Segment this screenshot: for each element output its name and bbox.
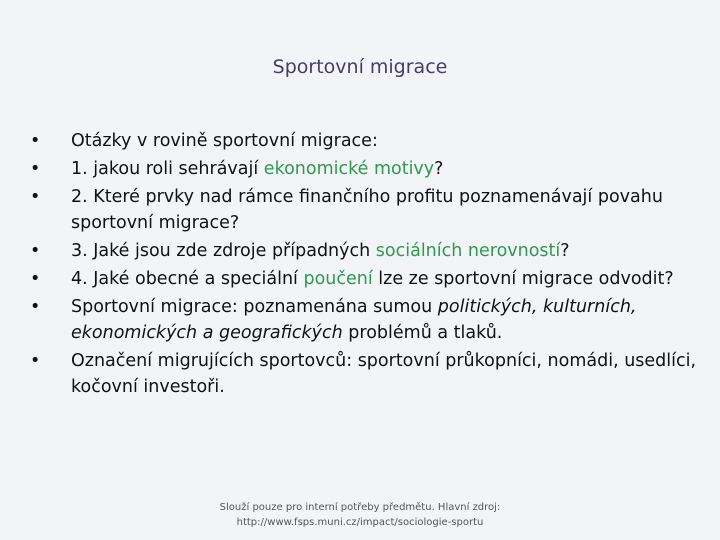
- bullet-item: • Označení migrujících sportovců: sportovní průkopníci, nomádi, usedlíci, kočovní investoři.: [30, 348, 700, 400]
- highlight-text: poučení: [303, 269, 373, 289]
- bullet-item: • Otázky v rovině sportovní migrace:: [30, 128, 700, 154]
- bullet-dot-icon: •: [30, 159, 41, 179]
- bullet-item: • 2. Které prvky nad rámce finančního profitu poznamenávají povahu sportovní migrace?: [30, 184, 700, 236]
- bullet-item: • 4. Jaké obecné a speciální poučení lze ze sportovní migrace odvodit?: [30, 266, 700, 292]
- bullet-item: • 3. Jaké jsou zde zdroje případných sociálních nerovností?: [30, 238, 700, 264]
- footer-note: [0, 500, 720, 530]
- bullet-item: • Sportovní migrace: poznamenána sumou politických, kulturních, ekonomických a geografických problémů a tlaků.: [30, 294, 700, 346]
- bullet-dot-icon: •: [30, 269, 41, 289]
- highlight-text: sociálních nerovností: [375, 241, 561, 261]
- bullet-dot-icon: •: [30, 351, 41, 371]
- bullet-dot-icon: •: [30, 297, 41, 317]
- footer-source-url: http://www.fsps.muni.cz/impact/sociologie-sportu: [236, 517, 484, 528]
- italic-text: politických, kulturních, ekonomických a geografických: [71, 297, 637, 343]
- bullet-dot-icon: •: [30, 131, 41, 151]
- footer-line: Slouží pouze pro interní potřeby předmětu. Hlavní zdroj:: [219, 502, 501, 513]
- slide-title: Sportovní migrace: [272, 56, 448, 78]
- highlight-text: ekonomické motivy: [263, 159, 435, 179]
- bullet-dot-icon: •: [30, 187, 41, 207]
- bullet-list: [30, 128, 700, 402]
- bullet-dot-icon: •: [30, 241, 41, 261]
- bullet-item: • 1. jakou roli sehrávají ekonomické motivy?: [30, 156, 700, 182]
